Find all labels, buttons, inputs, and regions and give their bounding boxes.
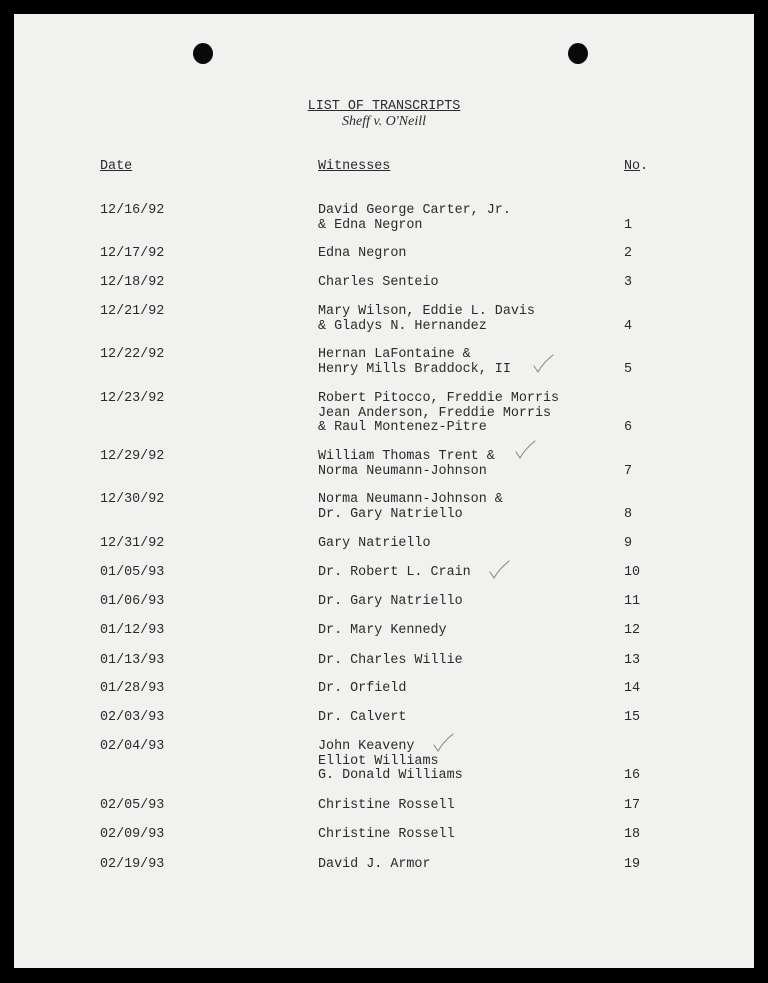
transcript-date: 02/03/93 bbox=[100, 710, 165, 725]
transcript-number: 8 bbox=[624, 506, 633, 522]
transcript-witnesses bbox=[318, 654, 463, 669]
transcript-date: 01/05/93 bbox=[100, 565, 165, 580]
transcript-date: 01/12/93 bbox=[100, 623, 165, 638]
witness-line: Charles Senteio bbox=[318, 275, 439, 290]
transcript-witnesses bbox=[318, 682, 406, 697]
transcript-number: 19 bbox=[624, 857, 641, 872]
witness-line: David George Carter, Jr. bbox=[318, 203, 511, 218]
header-number bbox=[624, 160, 648, 175]
witness-line: Dr. Orfield bbox=[318, 681, 407, 696]
transcript-number: 12 bbox=[624, 623, 641, 638]
pencil-check-mark-icon bbox=[532, 354, 554, 374]
transcript-date: 12/17/92 bbox=[100, 246, 165, 261]
header-number-label: No bbox=[624, 159, 641, 174]
witness-line: John Keaveny bbox=[318, 739, 415, 754]
transcript-witnesses bbox=[318, 858, 431, 873]
transcript-date: 12/22/92 bbox=[100, 347, 165, 362]
transcript-witnesses bbox=[318, 493, 503, 522]
witness-line: Christine Rossell bbox=[318, 827, 455, 842]
transcript-witnesses bbox=[318, 595, 463, 610]
transcript-date: 01/28/93 bbox=[100, 681, 165, 696]
witness-line: David J. Armor bbox=[318, 857, 431, 872]
witness-line: Mary Wilson, Eddie L. Davis bbox=[318, 304, 535, 319]
transcript-number: 5 bbox=[624, 361, 633, 377]
transcript-date: 12/18/92 bbox=[100, 275, 165, 290]
transcript-date: 12/23/92 bbox=[100, 391, 165, 406]
witness-line: Henry Mills Braddock, II bbox=[318, 361, 511, 377]
witness-line: Elliot Williams bbox=[318, 753, 439, 769]
transcript-number: 10 bbox=[624, 565, 641, 580]
witness-line: Robert Pitocco, Freddie Morris bbox=[318, 391, 560, 406]
transcript-number: 7 bbox=[624, 463, 633, 479]
witness-line: William Thomas Trent & bbox=[318, 449, 495, 464]
transcript-date: 02/09/93 bbox=[100, 827, 165, 842]
transcript-date: 01/13/93 bbox=[100, 653, 165, 668]
witness-line: Dr. Robert L. Crain bbox=[318, 565, 471, 580]
header-witnesses: Witnesses bbox=[318, 159, 391, 174]
transcript-number: 13 bbox=[624, 653, 641, 668]
transcript-number: 11 bbox=[624, 594, 641, 609]
transcript-date: 12/21/92 bbox=[100, 304, 165, 319]
transcript-number: 6 bbox=[624, 420, 633, 436]
transcript-number: 17 bbox=[624, 798, 641, 813]
transcript-witnesses bbox=[318, 566, 471, 581]
pencil-check-mark-icon bbox=[488, 560, 510, 580]
punch-hole-left bbox=[193, 43, 213, 64]
transcript-date: 01/06/93 bbox=[100, 594, 165, 609]
case-name: Sheff v. O'Neill bbox=[342, 113, 426, 129]
punch-hole-right bbox=[568, 43, 588, 64]
witness-line: & Gladys N. Hernandez bbox=[318, 318, 487, 334]
witness-line: Jean Anderson, Freddie Morris bbox=[318, 405, 552, 421]
transcript-number: 15 bbox=[624, 710, 641, 725]
witness-line: Edna Negron bbox=[318, 246, 407, 261]
witness-line: & Edna Negron bbox=[318, 217, 423, 233]
pencil-check-mark-icon bbox=[514, 440, 536, 460]
transcript-witnesses bbox=[318, 537, 431, 552]
transcript-date: 02/05/93 bbox=[100, 798, 165, 813]
witness-line: Dr. Mary Kennedy bbox=[318, 623, 447, 638]
transcript-number: 14 bbox=[624, 681, 641, 696]
transcript-witnesses bbox=[318, 711, 406, 726]
transcript-date: 02/04/93 bbox=[100, 739, 165, 754]
pencil-check-mark-icon bbox=[432, 733, 454, 753]
witness-line: Dr. Gary Natriello bbox=[318, 506, 463, 522]
document-page bbox=[14, 14, 754, 968]
transcript-number: 2 bbox=[624, 246, 633, 261]
transcript-date: 12/16/92 bbox=[100, 203, 165, 218]
witness-line: G. Donald Williams bbox=[318, 768, 463, 784]
transcript-witnesses bbox=[318, 204, 511, 233]
transcript-witnesses bbox=[318, 247, 406, 262]
transcript-witnesses bbox=[318, 348, 511, 377]
transcript-number: 3 bbox=[624, 275, 633, 290]
transcript-witnesses bbox=[318, 276, 439, 291]
header-date: Date bbox=[100, 159, 133, 174]
transcript-date: 12/29/92 bbox=[100, 449, 165, 464]
transcript-date: 12/30/92 bbox=[100, 492, 165, 507]
transcript-witnesses bbox=[318, 450, 495, 479]
transcript-witnesses bbox=[318, 624, 447, 639]
header-number-dot: . bbox=[640, 159, 649, 174]
witness-line: Gary Natriello bbox=[318, 536, 431, 551]
transcript-date: 12/31/92 bbox=[100, 536, 165, 551]
transcript-witnesses bbox=[318, 392, 559, 436]
transcript-number: 18 bbox=[624, 827, 641, 842]
transcript-number: 4 bbox=[624, 318, 633, 334]
witness-line: Dr. Gary Natriello bbox=[318, 594, 463, 609]
document-title: LIST OF TRANSCRIPTS bbox=[307, 99, 461, 114]
transcript-witnesses bbox=[318, 305, 535, 334]
transcript-date: 02/19/93 bbox=[100, 857, 165, 872]
document-title-block bbox=[14, 100, 754, 129]
transcript-number: 1 bbox=[624, 217, 633, 233]
witness-line: & Raul Montenez-Pitre bbox=[318, 420, 487, 436]
witness-line: Norma Neumann-Johnson bbox=[318, 463, 487, 479]
witness-line: Dr. Charles Willie bbox=[318, 653, 463, 668]
transcript-witnesses bbox=[318, 828, 455, 843]
witness-line: Norma Neumann-Johnson & bbox=[318, 492, 503, 507]
transcript-number: 9 bbox=[624, 536, 633, 551]
transcript-witnesses bbox=[318, 799, 455, 814]
witness-line: Dr. Calvert bbox=[318, 710, 407, 725]
witness-line: Hernan LaFontaine & bbox=[318, 347, 471, 362]
transcript-number: 16 bbox=[624, 768, 641, 784]
witness-line: Christine Rossell bbox=[318, 798, 455, 813]
